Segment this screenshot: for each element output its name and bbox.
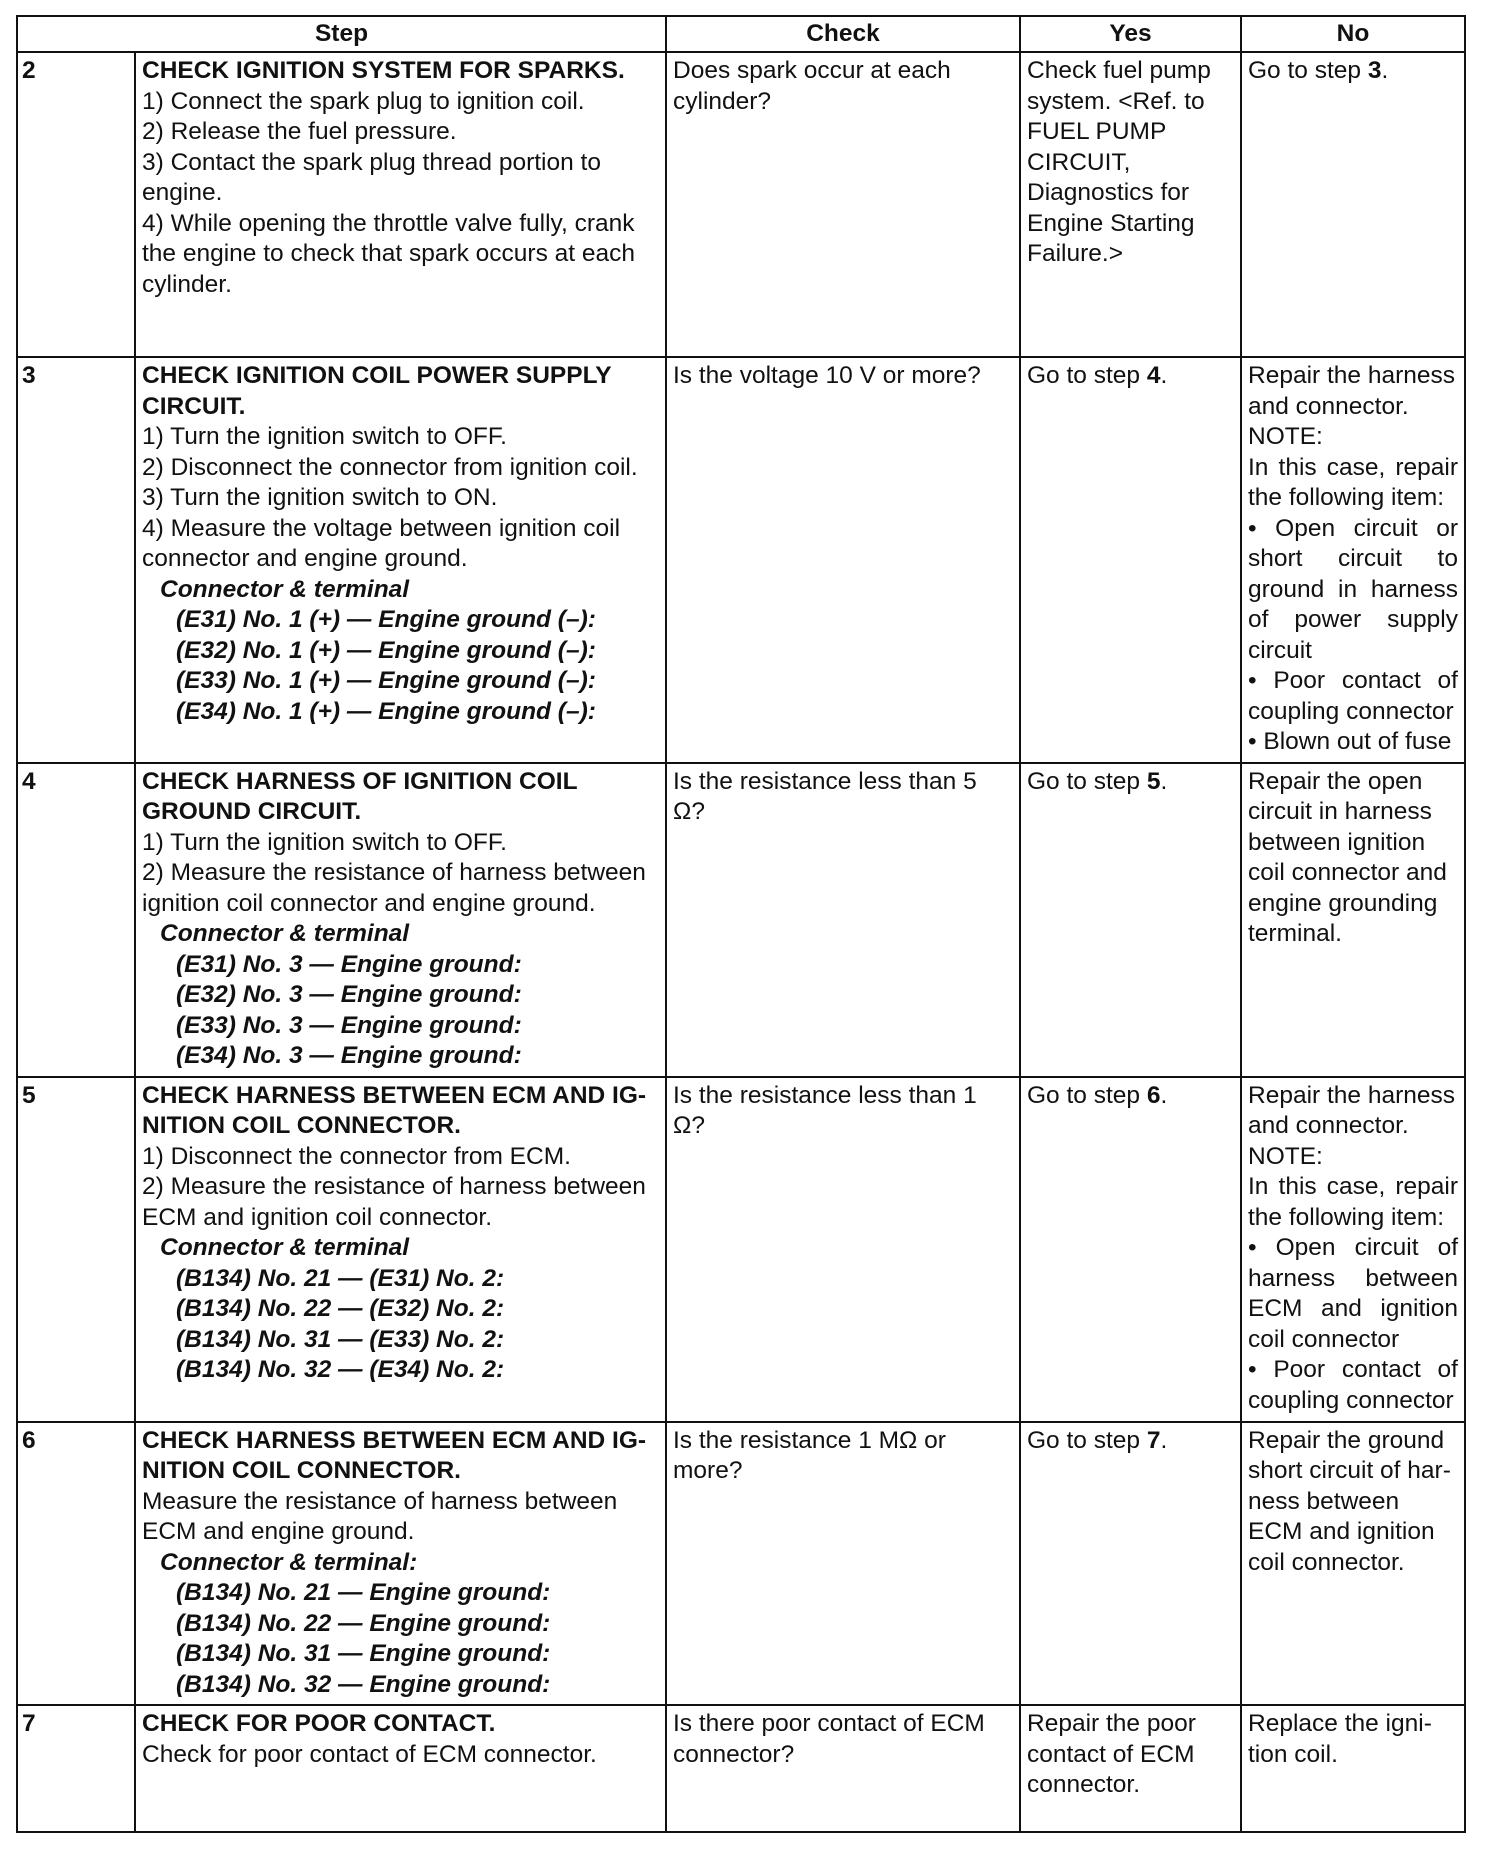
step-cell — [135, 1077, 666, 1422]
step-line: 4) Measure the voltage between ignition coil connector and engine ground. — [142, 514, 621, 572]
table-row — [17, 1705, 1465, 1832]
check-cell: Does spark occur at each cylinder? — [666, 52, 1020, 357]
no-main: Repair the open circuit in harness between ignition coil connector and engine grounding terminal. — [1248, 767, 1447, 947]
yes-text: Go to step — [1027, 767, 1147, 795]
terminal-spec: (E31) No. 3 — Engine ground: — [176, 950, 522, 978]
no-cell — [1241, 763, 1465, 1077]
no-text: Go to step — [1248, 57, 1368, 84]
no-cell — [1241, 1705, 1465, 1832]
terminal-spec: (E31) No. 1 (+) — Engine ground (–): — [176, 606, 596, 633]
note-item: • Poor contact of coupling connector — [1248, 667, 1458, 725]
terminal-spec: (E32) No. 3 — Engine ground: — [176, 981, 522, 1008]
step-line: Check for poor contact of ECM connector. — [142, 1740, 597, 1768]
connector-terminal-label: Connector & terminal — [160, 575, 410, 603]
no-main: Replace the igni- tion coil. — [1248, 1710, 1432, 1768]
note-text: In this case, repair the following item: — [1248, 453, 1458, 511]
no-cell — [1241, 1077, 1465, 1422]
step-line: 3) Contact the spark plug thread portion to engine. — [142, 148, 601, 206]
header-no: No — [1241, 16, 1465, 52]
step-ref: 5 — [1146, 767, 1161, 795]
yes-text-suffix: . — [1160, 1426, 1168, 1454]
step-title: CHECK IGNITION SYSTEM FOR SPARKS. — [142, 57, 625, 84]
terminal-spec: (E32) No. 1 (+) — Engine ground (–): — [176, 636, 596, 664]
connector-terminal-label: Connector & terminal — [160, 1234, 410, 1261]
connector-terminal-label: Connector & terminal — [160, 920, 410, 947]
step-line: 2) Measure the resistance of harness between ECM and ignition coil connector. — [142, 1173, 646, 1231]
no-cell — [1241, 1422, 1465, 1706]
terminal-spec: (B134) No. 32 — Engine ground: — [176, 1670, 551, 1698]
table-row — [17, 763, 1465, 1077]
step-title: CHECK HARNESS BETWEEN ECM AND IG- NITION COIL CONNECTOR. — [142, 1081, 647, 1139]
step-line: 1) Disconnect the connector from ECM. — [142, 1142, 571, 1170]
header-step: Step — [17, 16, 666, 52]
step-number: 6 — [17, 1422, 135, 1706]
table-row — [17, 1422, 1465, 1706]
step-line: Measure the resistance of harness between ECM and engine ground. — [142, 1487, 618, 1545]
yes-text: Go to step — [1027, 1426, 1147, 1454]
no-main: Repair the harness and connector. — [1248, 1081, 1456, 1139]
connector-terminal-label: Connector & terminal: — [160, 1548, 418, 1576]
step-cell — [135, 52, 666, 357]
step-ref: 7 — [1146, 1426, 1161, 1454]
terminal-spec: (E34) No. 1 (+) — Engine ground (–): — [176, 697, 596, 725]
step-line: 1) Turn the ignition switch to OFF. — [142, 828, 507, 856]
note-label: NOTE: — [1248, 1142, 1323, 1170]
table-row — [17, 1077, 1465, 1422]
no-text-suffix: . — [1381, 57, 1389, 84]
note-item: • Open circuit of harness between ECM and ignition coil connector — [1248, 1234, 1458, 1353]
table-row — [17, 52, 1465, 357]
step-title: CHECK FOR POOR CONTACT. — [142, 1710, 496, 1737]
terminal-spec: (B134) No. 31 — Engine ground: — [176, 1640, 551, 1667]
no-main: Repair the harness and connector. — [1248, 362, 1456, 420]
no-cell — [1241, 52, 1465, 357]
step-number: 3 — [17, 357, 135, 763]
step-ref: 4 — [1146, 362, 1161, 389]
step-line: 1) Connect the spark plug to ignition coil. — [142, 87, 585, 115]
check-cell: Is the voltage 10 V or more? — [666, 357, 1020, 763]
yes-cell — [1020, 763, 1241, 1077]
step-title: CHECK HARNESS BETWEEN ECM AND IG- NITION COIL CONNECTOR. — [142, 1426, 647, 1484]
step-title: CHECK IGNITION COIL POWER SUPPLY CIRCUIT. — [142, 362, 612, 420]
step-cell — [135, 763, 666, 1077]
note-item: • Poor contact of coupling connector — [1248, 1356, 1458, 1414]
yes-text-suffix: . — [1160, 1081, 1168, 1109]
yes-cell: Check fuel pump system. <Ref. to FUEL PUMP CIRCUIT, Diagnostics for Engine Starting Failure.> — [1020, 52, 1241, 357]
step-line: 2) Release the fuel pressure. — [142, 118, 457, 145]
note-item: • Open circuit or short circuit to ground in harness of power supply circuit — [1248, 514, 1458, 664]
no-main: Repair the ground short circuit of har- ness between ECM and ignition coil connector. — [1248, 1426, 1451, 1576]
header-yes: Yes — [1020, 16, 1241, 52]
yes-cell — [1020, 357, 1241, 763]
step-number: 5 — [17, 1077, 135, 1422]
step-cell — [135, 1422, 666, 1706]
step-line: 2) Disconnect the connector from ignition coil. — [142, 453, 638, 481]
terminal-spec: (B134) No. 22 — (E32) No. 2: — [176, 1295, 505, 1322]
step-number: 7 — [17, 1705, 135, 1832]
step-line: 1) Turn the ignition switch to OFF. — [142, 423, 507, 450]
step-cell — [135, 1705, 666, 1832]
terminal-spec: (E34) No. 3 — Engine ground: — [176, 1042, 522, 1069]
step-number: 4 — [17, 763, 135, 1077]
no-cell — [1241, 357, 1465, 763]
terminal-spec: (E33) No. 1 (+) — Engine ground (–): — [176, 667, 596, 694]
header-check: Check — [666, 16, 1020, 52]
table-row — [17, 357, 1465, 763]
terminal-spec: (B134) No. 21 — Engine ground: — [176, 1579, 551, 1606]
table-header-row — [17, 16, 1465, 52]
note-text: In this case, repair the following item: — [1248, 1173, 1458, 1231]
diagnostic-table — [16, 15, 1466, 1833]
check-cell: Is there poor contact of ECM connector? — [666, 1705, 1020, 1832]
step-title: CHECK HARNESS OF IGNITION COIL GROUND CIRCUIT. — [142, 767, 578, 825]
step-cell — [135, 357, 666, 763]
note-item: • Blown out of fuse — [1248, 728, 1452, 755]
yes-cell — [1020, 1422, 1241, 1706]
terminal-spec: (B134) No. 31 — (E33) No. 2: — [176, 1325, 505, 1353]
step-line: 3) Turn the ignition switch to ON. — [142, 484, 498, 511]
step-line: 2) Measure the resistance of harness between ignition coil connector and engine ground. — [142, 859, 646, 917]
yes-text-suffix: . — [1160, 362, 1168, 389]
yes-text: Go to step — [1027, 1081, 1147, 1109]
terminal-spec: (E33) No. 3 — Engine ground: — [176, 1011, 522, 1039]
yes-text-suffix: . — [1160, 767, 1168, 795]
yes-cell — [1020, 1077, 1241, 1422]
step-ref: 6 — [1146, 1081, 1161, 1109]
step-number: 2 — [17, 52, 135, 357]
terminal-spec: (B134) No. 21 — (E31) No. 2: — [176, 1264, 505, 1292]
check-cell: Is the resistance less than 1 Ω? — [666, 1077, 1020, 1422]
step-line: 4) While opening the throttle valve fully, crank the engine to check that spark occurs at each cylinder. — [142, 209, 636, 298]
yes-cell: Repair the poor contact of ECM connector. — [1020, 1705, 1241, 1832]
step-ref: 3 — [1367, 57, 1382, 84]
terminal-spec: (B134) No. 32 — (E34) No. 2: — [176, 1356, 505, 1383]
yes-text: Go to step — [1027, 362, 1147, 389]
check-cell: Is the resistance 1 MΩ or more? — [666, 1422, 1020, 1706]
terminal-spec: (B134) No. 22 — Engine ground: — [176, 1609, 551, 1637]
note-label: NOTE: — [1248, 423, 1323, 450]
check-cell: Is the resistance less than 5 Ω? — [666, 763, 1020, 1077]
